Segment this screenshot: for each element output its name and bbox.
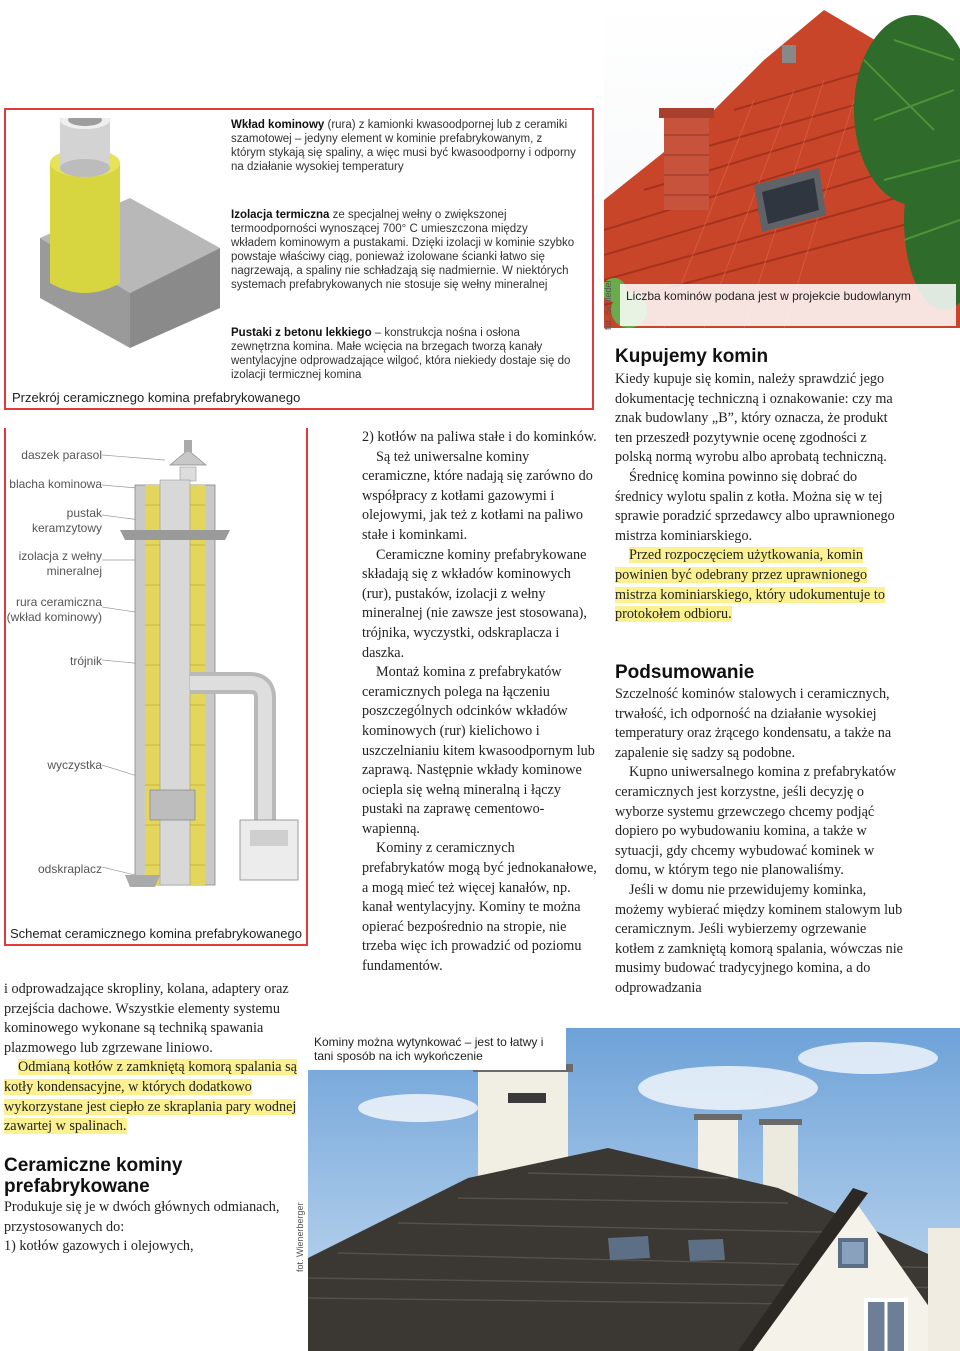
mid-p4: Montaż komina z prefabrykatów ceramicznych polega na łączeniu poszczególnych odcinków wkładów kominowych (rur) kielichowo i uszczelnianiu kitem kwasoodpornym lub zaprawą. Następnie wkłady kominowe ociepla się wełną mineralną i łączy pustaki na zaprawę cementowo-wapienną. bbox=[362, 664, 595, 837]
photo-credit-top: fot. Schiedel bbox=[603, 280, 613, 330]
label-daszek: daszek parasol bbox=[21, 448, 102, 462]
label-rura-line1: rura ceramiczna bbox=[15, 595, 102, 609]
photo-bottom-caption bbox=[308, 1028, 566, 1070]
left-p1: i odprowadzające skropliny, kolana, adaptery oraz przejścia dachowe. Wszystkie elementy systemu kominowego wykonane są techniką spawania plazmowego lub zgrzewane liniowo. bbox=[4, 981, 289, 1056]
chimney-section-illustration bbox=[20, 118, 220, 348]
label-izolacja-line1: izolacja z wełny bbox=[18, 549, 102, 563]
label-pustak bbox=[8, 506, 102, 536]
photo-bottom-caption-text: Kominy można wytynkować – jest to łatwy i tani sposób na ich wykończenie bbox=[314, 1035, 544, 1063]
photo-credit-bottom: fot. Wienerberger bbox=[295, 1202, 305, 1272]
photo-roof-red bbox=[604, 0, 960, 328]
right-column-top bbox=[615, 370, 905, 625]
label-pustak-line2: keramzytowy bbox=[31, 521, 102, 535]
photo-houses bbox=[308, 1028, 960, 1351]
right-p1: Kiedy kupuje się komin, należy sprawdzić jego dokumentację techniczną i oznakowanie: czy ma znak budowlany „B”, który oznacza, że produkt ten przeszedł pozytywnie ocenę zgodności z polską normą wyrobu albo aprobatą techniczną. bbox=[615, 371, 893, 466]
right-p3 bbox=[615, 546, 905, 624]
label-odskraplacz: odskraplacz bbox=[37, 862, 102, 876]
annotation-wklad-text: (rura) z kamionki kwasoodpornej lub z ceramiki szamotowej – jedyny element w kominie prefabrykowanym, z którym stykają się spaliny, a więc musi być kwasoodporny i odporny na działanie wysokiej temperatury bbox=[231, 119, 576, 173]
label-blacha: blacha kominowa bbox=[9, 477, 102, 491]
annotation-pustaki bbox=[231, 326, 576, 382]
right-p5: Kupno uniwersalnego komina z prefabrykatów ceramicznych jest korzystne, jeśli decyzję o wyborze systemu grzewczego chcemy podjąć dopiero po wybudowaniu komina, a także w sytuacji, gdy chcemy wybudować kominek w domu, w którym tego nie planowaliśmy. bbox=[615, 764, 897, 879]
left-p4: 1) kotłów gazowych i olejowych, bbox=[4, 1238, 194, 1255]
chimney-schema-illustration bbox=[100, 435, 300, 895]
mid-p1: 2) kotłów na paliwa stałe i do kominków. bbox=[362, 429, 597, 445]
annotation-izolacja bbox=[231, 208, 576, 292]
left-p2-highlight: Odmianą kotłów z zamkniętą komorą spalania są kotły kondensacyjne, w których dodatkowo wykorzystane jest ciepło ze skraplania pary wodnej zawartej w spalinach. bbox=[4, 1059, 297, 1135]
annotation-izolacja-title: Izolacja termiczna bbox=[231, 209, 330, 221]
label-izolacja bbox=[8, 549, 102, 579]
label-pustak-line1: pustak bbox=[66, 506, 102, 520]
annotation-wklad bbox=[231, 118, 576, 174]
annotation-izolacja-text: ze specjalnej wełny o zwiększonej termoodporności wynoszącej 700° C umieszczona między wkładem kominowym a pustakami. Dzięki izolacji w kominie szybko powstaje właściwy ciąg, ponieważ izolowane ścianki łatwo się nagrzewają, a spaliny nie schładzają się nadmiernie. W niektórych systemach prefabrykowanych nie stosuje się wełny mineralnej bbox=[231, 209, 575, 291]
right-p4: Szczelność kominów stalowych i ceramicznych, trwałość, ich odporność na działanie wysokiej temperatury oraz żrącego kondensatu, a także na zapalenie się sadzy są podobne. bbox=[615, 686, 892, 761]
left-p2 bbox=[4, 1058, 304, 1136]
left-column bbox=[4, 980, 304, 1137]
mid-p2: Są też uniwersalne kominy ceramiczne, które nadają się zarówno do współpracy z kotłami gazowymi i olejowymi, jak też z kotłami na paliwo stałe i kominkami. bbox=[362, 448, 593, 543]
right-p6: Jeśli w domu nie przewidujemy kominka, możemy wybierać między kominem stalowym lub ceramicznym. Jeśli wybierzemy ogrzewanie kotłem z zamkniętą komorą spalania, wówczas nie musimy budować tradycyjnego komina, a do odprowadzania bbox=[615, 881, 903, 996]
label-izolacja-line2: mineralnej bbox=[46, 564, 102, 578]
label-trojnik: trójnik bbox=[69, 654, 102, 668]
label-rura bbox=[6, 595, 102, 625]
annotation-pustaki-text: – konstrukcja nośna i osłona zewnętrzna komina. Małe wcięcia na brzegach tworzą kanały wentylacyjne odprowadzające wilgoć, która niekiedy dostaje się do izolacji termicznej komina bbox=[231, 327, 571, 381]
right-column-bottom bbox=[615, 685, 905, 999]
left-column-bottom bbox=[4, 1198, 304, 1257]
section-caption: Przekrój ceramicznego komina prefabrykowanego bbox=[12, 390, 301, 405]
heading-podsumowanie: Podsumowanie bbox=[615, 662, 755, 683]
annotation-wklad-title: Wkład kominowy bbox=[231, 119, 325, 131]
photo-top-caption bbox=[620, 284, 956, 326]
heading-ceramiczne: Ceramiczne kominy prefabrykowane bbox=[4, 1155, 183, 1197]
label-wyczystka: wyczystka bbox=[47, 758, 102, 772]
left-p3: Produkuje się je w dwóch głównych odmianach, przystosowanych do: bbox=[4, 1199, 280, 1235]
heading-kupujemy: Kupujemy komin bbox=[615, 346, 769, 367]
photo-top-caption-text: Liczba kominów podana jest w projekcie budowlanym bbox=[626, 289, 911, 303]
annotation-pustaki-title: Pustaki z betonu lekkiego bbox=[231, 327, 372, 339]
mid-p5: Kominy z ceramicznych prefabrykatów mogą być jednokanałowe, a mogą mieć też więcej kanałów, np. kanał wentylacyjny. Kominy te można opierać bezpośrednio na stropie, nie trzeba więc ich prowadzić od poziomu fundamentów. bbox=[362, 840, 597, 975]
mid-p3: Ceramiczne kominy prefabrykowane składają się z wkładów kominowych (rur), pustaków, izolacji z wełny mineralnej (nie zawsze jest stosowana), trójnika, wyczystki, odskraplacza i daszka. bbox=[362, 546, 587, 661]
schema-caption: Schemat ceramicznego komina prefabrykowanego bbox=[10, 926, 302, 941]
middle-column bbox=[362, 428, 598, 977]
label-rura-line2: (wkład kominowy) bbox=[6, 610, 102, 624]
right-p3-highlight: Przed rozpoczęciem użytkowania, komin powinien być odebrany przez uprawnionego mistrza kominiarskiego, który udokumentuje to protokołem odbioru. bbox=[615, 547, 885, 623]
right-p2: Średnicę komina powinno się dobrać do średnicy wylotu spalin z kotła. Można się w tej sprawie poradzić sprzedawcy albo uprawnionego mistrza kominiarskiego. bbox=[615, 468, 895, 544]
